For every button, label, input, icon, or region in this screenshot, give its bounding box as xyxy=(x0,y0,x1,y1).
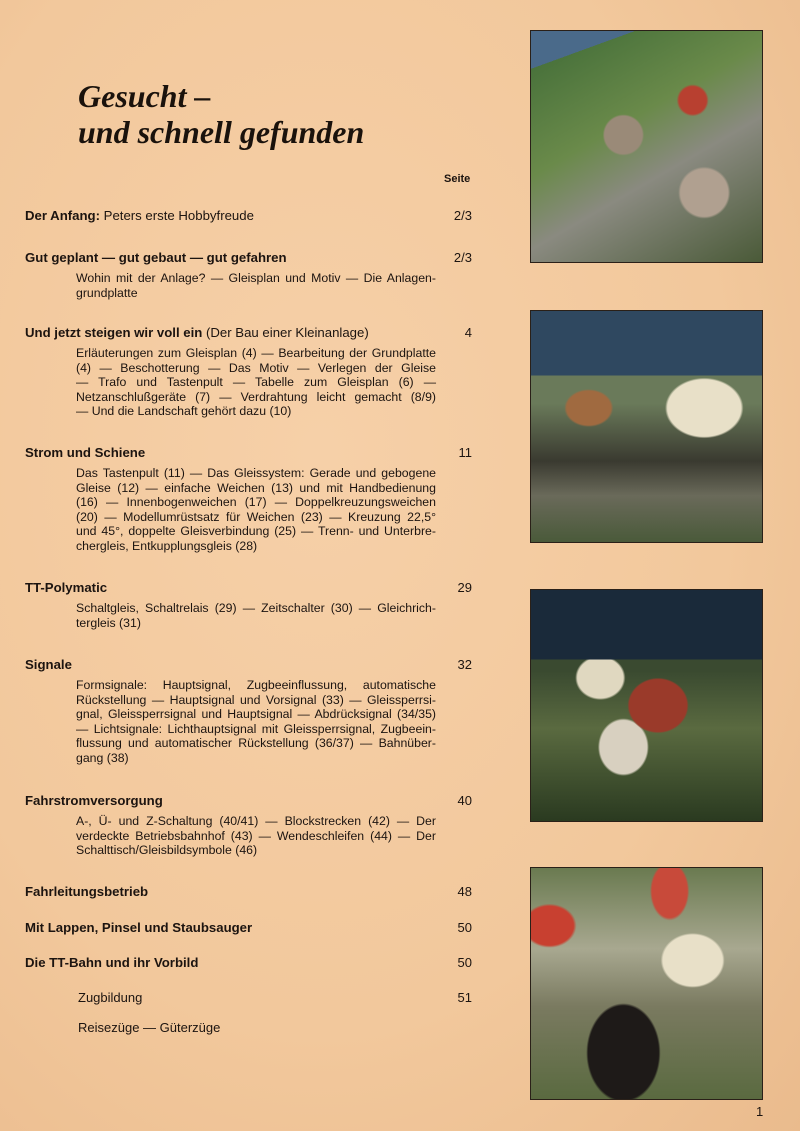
heading-bold: TT-Polymatic xyxy=(25,580,108,595)
toc-page-number: 4 xyxy=(464,325,472,340)
toc-page-number: 48 xyxy=(457,884,472,899)
description-line: tergleis (31) xyxy=(76,615,141,630)
description-line: flussung und automatischer Rückstellung (36/37) — Bahnüber- xyxy=(76,736,436,751)
description-line: Erläuterungen zum Gleisplan (4) — Bearbeitung der Grundplatte xyxy=(76,346,436,360)
title-line-1: Gesucht – xyxy=(78,78,211,114)
description-line: und 45°, doppelte Gleisverbindung (25) — Trenn- und Unterbre- xyxy=(76,524,436,539)
description-line: Schalttisch/Gleisbildsymbole (46) xyxy=(76,843,258,858)
heading-normal: Peters erste Hobbyfreude xyxy=(99,208,254,223)
toc-page-number: 29 xyxy=(457,580,472,595)
description-line: verdeckte Betriebsbahnhof (43) — Wendeschleifen (44) — Der xyxy=(76,828,436,843)
toc-heading-text xyxy=(25,445,145,461)
toc-page-number: 32 xyxy=(457,657,472,672)
description-line: — Lichtsignale: Lichthauptsignal mit Gleissperrsignal, Zugbeein- xyxy=(76,721,436,736)
description-line: grundplatte xyxy=(76,285,138,300)
description-line: Gleise (12) — einfache Weichen (13) und mit Handbedienung xyxy=(76,480,436,495)
toc-heading-text xyxy=(25,208,254,224)
toc-description xyxy=(76,678,436,766)
description-line: gnal, Gleissperrsignal und Hauptsignal — Abdrücksignal (34/35) xyxy=(76,707,436,722)
toc-heading[interactable] xyxy=(25,884,472,900)
toc-heading[interactable] xyxy=(25,920,472,936)
subentry-page: 51 xyxy=(457,990,472,1005)
toc-heading[interactable] xyxy=(25,657,472,673)
page-title xyxy=(78,78,364,150)
heading-bold: Fahrleitungsbetrieb xyxy=(25,884,149,899)
toc-section xyxy=(25,325,472,419)
toc-heading[interactable] xyxy=(25,955,472,971)
toc-section xyxy=(25,657,472,766)
toc-page-number: 50 xyxy=(457,920,472,935)
toc-description xyxy=(76,271,436,300)
toc-section xyxy=(25,250,472,300)
toc-page-number: 11 xyxy=(458,445,472,460)
title-line-2: und schnell gefunden xyxy=(78,114,365,150)
toc-heading-text xyxy=(25,657,72,673)
description-line: — Und die Landschaft gehört dazu (10) xyxy=(76,404,292,419)
toc-section xyxy=(25,884,472,900)
toc-heading[interactable] xyxy=(25,580,472,596)
toc-heading-text xyxy=(25,580,107,596)
toc-section xyxy=(25,580,472,630)
heading-bold: Die TT-Bahn und ihr Vorbild xyxy=(25,955,199,970)
toc-section xyxy=(25,920,472,936)
description-line: (16) — Innenbogenweichen (17) — Doppelkreuzungsweichen xyxy=(76,495,436,510)
toc-section xyxy=(25,793,472,858)
description-line: (20) — Modellumrüstsatz für Weichen (23) — Kreuzung 22,5° xyxy=(76,509,436,524)
photo-station-building xyxy=(530,310,763,543)
toc-page-number: 2/3 xyxy=(453,208,472,223)
page-column-label: Seite xyxy=(444,173,471,185)
description-line: Wohin mit der Anlage? — Gleisplan und Motiv — Die Anlagen- xyxy=(76,271,436,285)
description-line: — Trafo und Tastenpult — Tabelle zum Gleisplan (6) — xyxy=(76,375,436,390)
toc-description xyxy=(76,814,436,858)
description-line: (4) — Beschotterung — Das Motiv — Verlegen der Gleise xyxy=(76,360,436,375)
toc-heading[interactable] xyxy=(25,793,472,809)
description-line: gang (38) xyxy=(76,750,129,765)
photo-layout-night xyxy=(530,589,763,822)
toc-heading-text xyxy=(25,325,369,341)
toc-heading[interactable] xyxy=(25,208,472,224)
toc-section xyxy=(25,955,472,971)
description-line: A-, Ü- und Z-Schaltung (40/41) — Blockstrecken (42) — Der xyxy=(76,814,436,828)
toc-heading[interactable] xyxy=(25,250,472,266)
toc-heading[interactable] xyxy=(25,325,472,341)
toc-heading-text xyxy=(25,884,148,900)
toc-section xyxy=(25,208,472,224)
heading-normal: (Der Bau einer Kleinanlage) xyxy=(202,325,369,340)
toc-page-number: 2/3 xyxy=(453,250,472,265)
description-line: Netzanschlußgeräte (7) — Verdrahtung leicht gemacht (8/9) xyxy=(76,389,436,404)
toc-page-number: 50 xyxy=(457,955,472,970)
toc-description xyxy=(76,466,436,554)
heading-bold: Fahrstromversorgung xyxy=(25,793,163,808)
toc-page-number: 40 xyxy=(457,793,472,808)
toc-heading[interactable] xyxy=(25,445,472,461)
toc-heading-text xyxy=(25,250,287,266)
photo-locomotive-closeup xyxy=(530,867,763,1100)
toc-heading-text xyxy=(25,955,198,971)
toc-description xyxy=(76,346,436,419)
description-line: Das Tastenpult (11) — Das Gleissystem: Gerade und gebogene xyxy=(76,466,436,480)
heading-bold: Der Anfang: xyxy=(25,208,100,223)
heading-bold: Und jetzt steigen wir voll ein xyxy=(25,325,203,340)
toc-section xyxy=(25,445,472,554)
toc-description xyxy=(76,601,436,630)
heading-bold: Mit Lappen, Pinsel und Staubsauger xyxy=(25,920,253,935)
toc-subentry xyxy=(78,1020,472,1035)
photo-model-railway-town xyxy=(530,30,763,263)
heading-bold: Signale xyxy=(25,657,72,672)
description-line: Rückstellung — Hauptsignal und Vorsignal (33) — Gleissperrsi- xyxy=(76,692,436,707)
heading-bold: Gut geplant — gut gebaut — gut gefahren xyxy=(25,250,287,265)
subentry-label: Reisezüge — Güterzüge xyxy=(78,1020,221,1035)
heading-bold: Strom und Schiene xyxy=(25,445,146,460)
page-number: 1 xyxy=(756,1104,764,1119)
description-line: Schaltgleis, Schaltrelais (29) — Zeitschalter (30) — Gleichrich- xyxy=(76,601,436,615)
subentry-label: Zugbildung xyxy=(78,990,143,1005)
toc-heading-text xyxy=(25,920,252,936)
description-line: Formsignale: Hauptsignal, Zugbeeinflussung, automatische xyxy=(76,678,436,692)
toc-subentry xyxy=(78,990,472,1005)
toc-heading-text xyxy=(25,793,163,809)
description-line: chergleis, Entkupplungsgleis (28) xyxy=(76,538,258,553)
